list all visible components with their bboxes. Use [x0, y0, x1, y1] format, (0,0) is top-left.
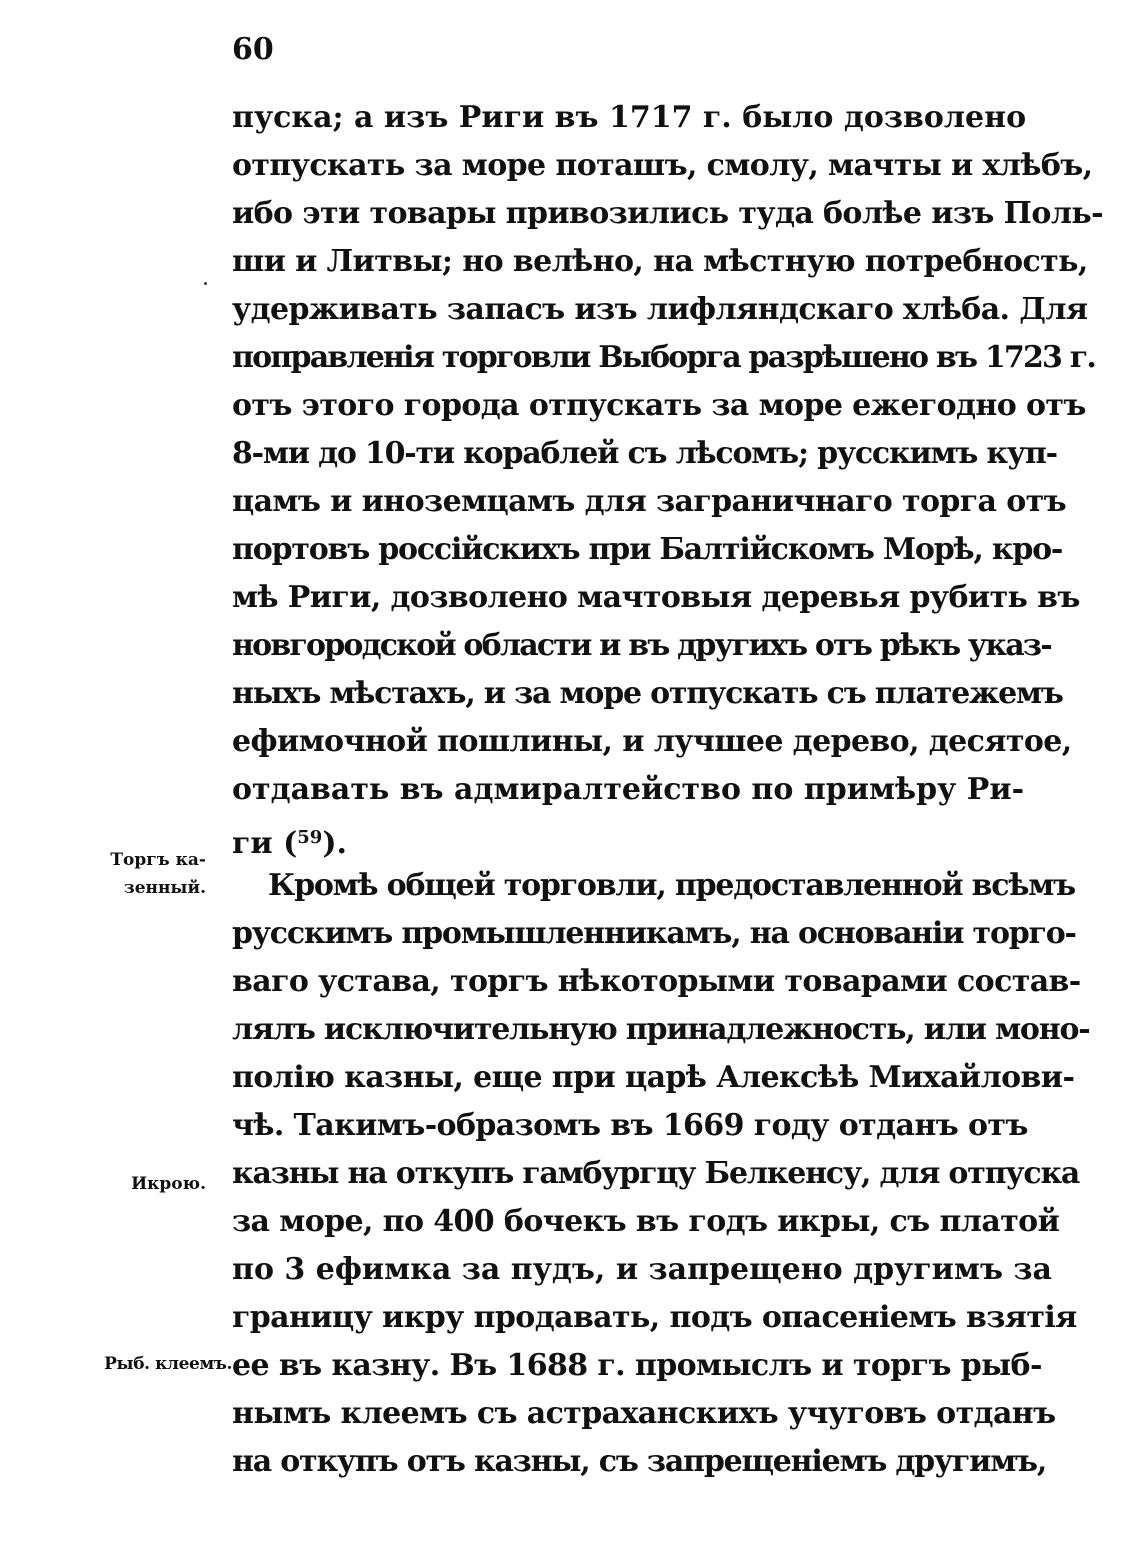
text-line: отдавать въ адмиралтейство по примѣру Ри-	[232, 772, 1025, 807]
text-line: отъ этого города отпускать за море ежегодно отъ	[232, 388, 1086, 423]
text-line	[232, 814, 992, 862]
text-line: ши и Литвы; но велѣно, на мѣстную потребность,	[232, 244, 1088, 279]
text-line: удерживать запасъ изъ лифляндскаго хлѣба. Для	[232, 292, 1088, 327]
text-line: ныхъ мѣстахъ, и за море отпускать съ платежемъ	[232, 676, 1063, 711]
margin-note-kley: Рыб. клеемъ.	[104, 1354, 232, 1374]
text-line: пуска; а изъ Риги въ 1717 г. было дозволено	[232, 100, 1027, 135]
text-line: новгородской области и въ другихъ отъ рѣкъ указ-	[232, 628, 1051, 663]
footnote-close: ).	[322, 826, 347, 861]
margin-note-ikra: Икрою.	[131, 1174, 206, 1194]
text-line: мѣ Риги, дозволено мачтовыя деревья рубить въ	[232, 580, 1080, 615]
margin-note-torg-line1: Торгъ ка-	[110, 850, 206, 870]
margin-note-torg-line2: зенный.	[123, 878, 206, 898]
text-line: цамъ и иноземцамъ для заграничнаго торга отъ	[232, 484, 1067, 519]
text-line: нымъ клеемъ съ астраханскихъ учуговъ отданъ	[232, 1396, 1056, 1431]
text-line: за море, по 400 бочекъ въ годъ икры, съ платой	[232, 1204, 1060, 1239]
text-line: чѣ. Такимъ-образомъ въ 1669 году отданъ отъ	[232, 1108, 1028, 1143]
side-dot	[204, 282, 207, 285]
text-line: 8-ми до 10-ти кораблей съ лѣсомъ; русскимъ куп-	[232, 436, 1057, 471]
text-line: поправленія торговли Выборга разрѣшено въ 1723 г.	[232, 340, 1095, 375]
page-number: 60	[232, 32, 274, 67]
text-line: границу икру продавать, подъ опасеніемъ взятія	[232, 1300, 1077, 1335]
text-line: русскимъ промышленникамъ, на основаніи торго-	[232, 916, 1076, 951]
text-line: ибо эти товары привозились туда болѣе изъ Поль-	[232, 196, 1103, 231]
text-line: ваго устава, торгъ нѣкоторыми товарами состав-	[232, 964, 1081, 999]
text-line: на откупъ отъ казны, съ запрещеніемъ другимъ,	[232, 1444, 1047, 1479]
text-line: по 3 ефимка за пудъ, и запрещено другимъ за	[232, 1252, 1052, 1287]
text-line: полію казны, еще при царѣ Алексѣѣ Михайлови-	[232, 1060, 1075, 1095]
text-line: лялъ исключительную принадлежность, или моно-	[232, 1012, 1090, 1047]
text-line: ее въ казну. Въ 1688 г. промыслъ и торгъ рыб-	[232, 1348, 1042, 1383]
text-line: Кромѣ общей торговли, предоставленной всѣмъ	[268, 868, 1075, 903]
text-line: казны на откупъ гамбургцу Белкенсу, для отпуска	[232, 1156, 1080, 1191]
text-line: портовъ россійскихъ при Балтійскомъ Морѣ, кро-	[232, 532, 1063, 567]
line-text: ги (	[232, 826, 298, 861]
text-line: отпускать за море поташъ, смолу, мачты и хлѣбъ,	[232, 148, 1093, 183]
footnote-ref: 59	[297, 827, 323, 848]
text-line: ефимочной пошлины, и лучшее дерево, десятое,	[232, 724, 1072, 759]
